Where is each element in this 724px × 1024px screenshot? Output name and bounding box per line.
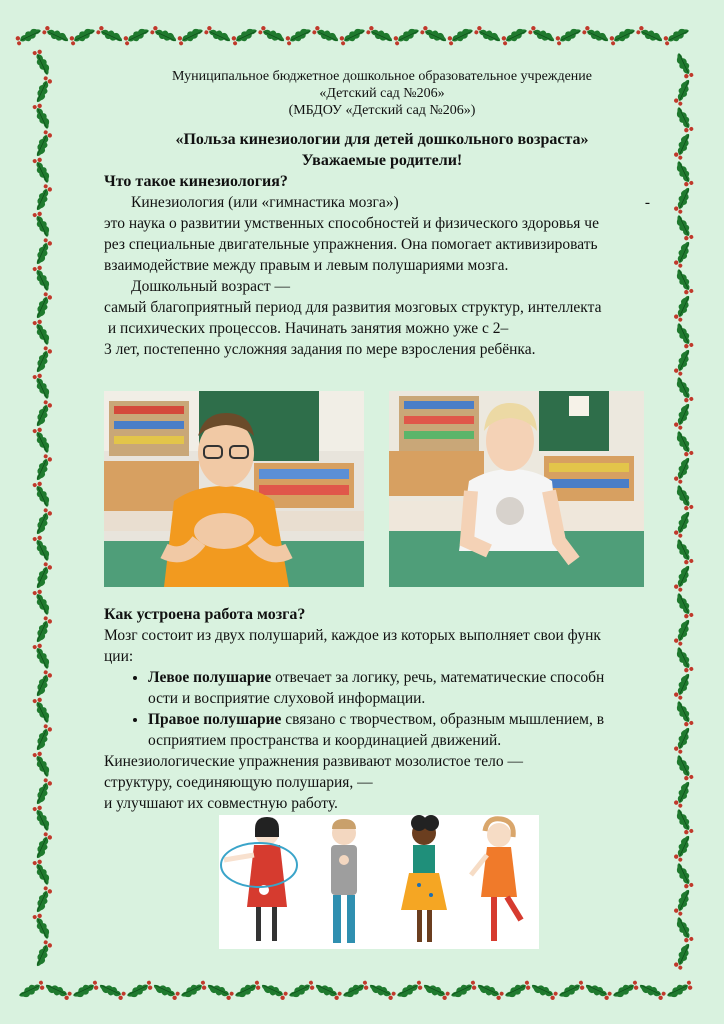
holly-sprig-icon	[150, 25, 179, 45]
holly-sprig-icon	[32, 804, 52, 833]
holly-sprig-icon	[503, 980, 532, 1000]
holly-sprig-icon	[33, 238, 53, 267]
p1-dash: -	[644, 194, 650, 211]
holly-sprig-icon	[68, 26, 97, 46]
holly-sprig-icon	[287, 980, 316, 1000]
holly-sprig-icon	[33, 454, 53, 483]
holly-sprig-icon	[32, 588, 52, 617]
holly-sprig-icon	[674, 213, 694, 242]
holly-sprig-icon	[33, 130, 53, 159]
holly-sprig-icon	[673, 780, 693, 809]
holly-sprig-icon	[152, 981, 181, 1001]
holly-sprig-icon	[673, 888, 693, 917]
holly-sprig-icon	[33, 346, 53, 375]
brain-section	[104, 604, 660, 814]
holly-sprig-icon	[673, 510, 693, 539]
holly-sprig-icon	[674, 375, 694, 404]
section2-heading: Как устроена работа мозга?	[104, 606, 306, 623]
holly-sprig-icon	[446, 26, 475, 46]
holly-sprig-icon	[258, 25, 287, 45]
holly-sprig-icon	[204, 25, 233, 45]
holly-sprig-icon	[582, 25, 611, 45]
holly-sprig-icon	[673, 402, 693, 431]
holly-sprig-icon	[673, 564, 693, 593]
holly-sprig-icon	[674, 537, 694, 566]
list-item-right-hemisphere	[148, 709, 660, 751]
p2-line2: самый благоприятный период для развития мозговых структур, интеллекта	[104, 299, 602, 316]
holly-sprig-icon	[33, 616, 53, 645]
holly-sprig-icon	[32, 750, 52, 779]
holly-sprig-icon	[638, 981, 667, 1001]
p1-line3: рез специальные двигательные упражнения. Она помогает активизировать	[104, 236, 598, 253]
holly-sprig-icon	[32, 102, 52, 131]
holly-sprig-icon	[673, 672, 693, 701]
p1-line2: это наука о развитии умственных способностей и физического здоровья че	[104, 215, 599, 232]
holly-sprig-icon	[17, 980, 46, 1000]
holly-sprig-icon	[366, 25, 395, 45]
holly-sprig-icon	[32, 858, 52, 887]
holly-sprig-icon	[673, 78, 693, 107]
holly-sprig-icon	[314, 981, 343, 1001]
p1-line4: взаимодействие между правым и левым полушариями мозга.	[104, 257, 509, 274]
holly-sprig-icon	[673, 348, 693, 377]
holly-sprig-icon	[368, 981, 397, 1001]
holly-sprig-icon	[528, 25, 557, 45]
holly-sprig-icon	[33, 76, 53, 105]
outro-line2: структуру, соединяющую полушария, —	[104, 774, 373, 791]
holly-sprig-icon	[33, 400, 53, 429]
holly-sprig-icon	[673, 132, 693, 161]
holly-sprig-icon	[673, 834, 693, 863]
holly-sprig-icon	[32, 156, 52, 185]
holly-sprig-icon	[673, 726, 693, 755]
holly-sprig-icon	[71, 980, 100, 1000]
holly-sprig-icon	[420, 25, 449, 45]
holly-sprig-icon	[230, 26, 259, 46]
holly-sprig-icon	[662, 26, 691, 46]
p2-line1: Дошкольный возраст —	[131, 278, 290, 295]
holly-sprig-icon	[284, 26, 313, 46]
holly-sprig-icon	[673, 942, 693, 971]
photo-boy-exercise	[104, 391, 364, 587]
holly-sprig-icon	[392, 26, 421, 46]
right-hemisphere-term: Правое полушарие	[148, 711, 282, 728]
holly-sprig-icon	[32, 210, 52, 239]
holly-sprig-icon	[636, 25, 665, 45]
holly-sprig-icon	[14, 26, 43, 46]
holly-sprig-icon	[32, 372, 52, 401]
holly-sprig-icon	[32, 426, 52, 455]
holly-sprig-icon	[674, 105, 694, 134]
paragraph-kinesiology	[104, 192, 660, 276]
holly-sprig-icon	[33, 940, 53, 969]
holly-sprig-icon	[673, 186, 693, 215]
holly-sprig-icon	[674, 51, 694, 80]
holly-sprig-icon	[122, 26, 151, 46]
holly-sprig-icon	[44, 981, 73, 1001]
holly-sprig-icon	[33, 886, 53, 915]
photo-girl-exercise	[389, 391, 644, 587]
holly-sprig-icon	[554, 26, 583, 46]
list-item-left-hemisphere	[148, 667, 660, 709]
left-hemisphere-term: Левое полушарие	[148, 669, 272, 686]
holly-sprig-icon	[395, 980, 424, 1000]
outro-line3: и улучшают их совместную работу.	[104, 795, 338, 812]
holly-sprig-icon	[674, 483, 694, 512]
holly-sprig-icon	[206, 981, 235, 1001]
holly-sprig-icon	[33, 562, 53, 591]
holly-sprig-icon	[449, 980, 478, 1000]
hemisphere-list	[104, 667, 660, 751]
p2-line3: и психических процессов. Начинать занятия можно уже с 2–	[104, 320, 509, 337]
holly-sprig-icon	[674, 591, 694, 620]
right-hemisphere-desc1: связано с творчеством, образным мышлением, в	[281, 711, 605, 728]
holly-sprig-icon	[674, 915, 694, 944]
photo-row	[104, 391, 644, 587]
holly-sprig-icon	[176, 26, 205, 46]
holly-sprig-icon	[674, 861, 694, 890]
holly-sprig-icon	[476, 981, 505, 1001]
holly-sprig-icon	[611, 980, 640, 1000]
holly-sprig-icon	[674, 267, 694, 296]
holly-sprig-icon	[673, 240, 693, 269]
right-hemisphere-desc2: осприятием пространства и координацией движений.	[148, 732, 502, 749]
holly-sprig-icon	[500, 26, 529, 46]
holly-sprig-icon	[32, 642, 52, 671]
holly-sprig-icon	[338, 26, 367, 46]
institution-name-line2: «Детский сад №206»	[319, 86, 445, 101]
holly-sprig-icon	[312, 25, 341, 45]
holly-sprig-icon	[674, 429, 694, 458]
holly-sprig-icon	[474, 25, 503, 45]
holly-sprig-icon	[42, 25, 71, 45]
holly-sprig-icon	[608, 26, 637, 46]
holly-sprig-icon	[674, 159, 694, 188]
section1-heading: Что такое кинезиология?	[104, 173, 288, 190]
holly-sprig-icon	[674, 699, 694, 728]
holly-sprig-icon	[96, 25, 125, 45]
holly-sprig-icon	[33, 832, 53, 861]
holly-sprig-icon	[341, 980, 370, 1000]
left-hemisphere-desc2: ости и восприятие слуховой информации.	[148, 690, 426, 707]
greeting: Уважаемые родители!	[301, 152, 463, 169]
holly-sprig-icon	[32, 696, 52, 725]
holly-sprig-icon	[584, 981, 613, 1001]
holly-sprig-icon	[32, 534, 52, 563]
holly-sprig-icon	[98, 981, 127, 1001]
holly-sprig-icon	[557, 980, 586, 1000]
p2-line4: 3 лет, постепенно усложняя задания по мере взросления ребёнка.	[104, 341, 536, 358]
left-hemisphere-desc1: отвечает за логику, речь, математические способн	[271, 669, 605, 686]
holly-sprig-icon	[674, 807, 694, 836]
holly-sprig-icon	[33, 184, 53, 213]
intro-line1: Мозг состоит из двух полушарий, каждое из которых выполняет свои функ	[104, 627, 601, 644]
holly-sprig-icon	[32, 318, 52, 347]
holly-sprig-icon	[674, 645, 694, 674]
holly-sprig-icon	[674, 753, 694, 782]
holly-sprig-icon	[33, 778, 53, 807]
paragraph-preschool-age	[104, 276, 660, 360]
outro-line1: Кинезиологические упражнения развивают мозолистое тело —	[104, 753, 523, 770]
holly-sprig-icon	[33, 508, 53, 537]
holly-sprig-icon	[233, 980, 262, 1000]
holly-sprig-icon	[33, 670, 53, 699]
holly-sprig-icon	[33, 724, 53, 753]
holly-sprig-icon	[673, 294, 693, 323]
holly-sprig-icon	[260, 981, 289, 1001]
intro-line2: ции:	[104, 648, 134, 665]
holly-sprig-icon	[422, 981, 451, 1001]
p1-line1: Кинезиология (или «гимнастика мозга»)	[131, 194, 399, 211]
holly-sprig-icon	[32, 480, 52, 509]
holly-sprig-icon	[33, 292, 53, 321]
holly-sprig-icon	[674, 321, 694, 350]
holly-sprig-icon	[32, 48, 52, 77]
holly-sprig-icon	[179, 980, 208, 1000]
document-title: «Польза кинезиологии для детей дошкольного возраста»	[175, 131, 589, 148]
institution-name-line1: Муниципальное бюджетное дошкольное образовательное учреждение	[172, 69, 592, 84]
holly-sprig-icon	[530, 981, 559, 1001]
holly-sprig-icon	[125, 980, 154, 1000]
holly-sprig-icon	[32, 264, 52, 293]
holly-sprig-icon	[673, 618, 693, 647]
holly-sprig-icon	[665, 980, 694, 1000]
institution-name-line3: (МБДОУ «Детский сад №206»)	[288, 103, 476, 118]
exercise-figures-illustration	[219, 815, 539, 949]
holly-sprig-icon	[32, 912, 52, 941]
holly-sprig-icon	[673, 456, 693, 485]
